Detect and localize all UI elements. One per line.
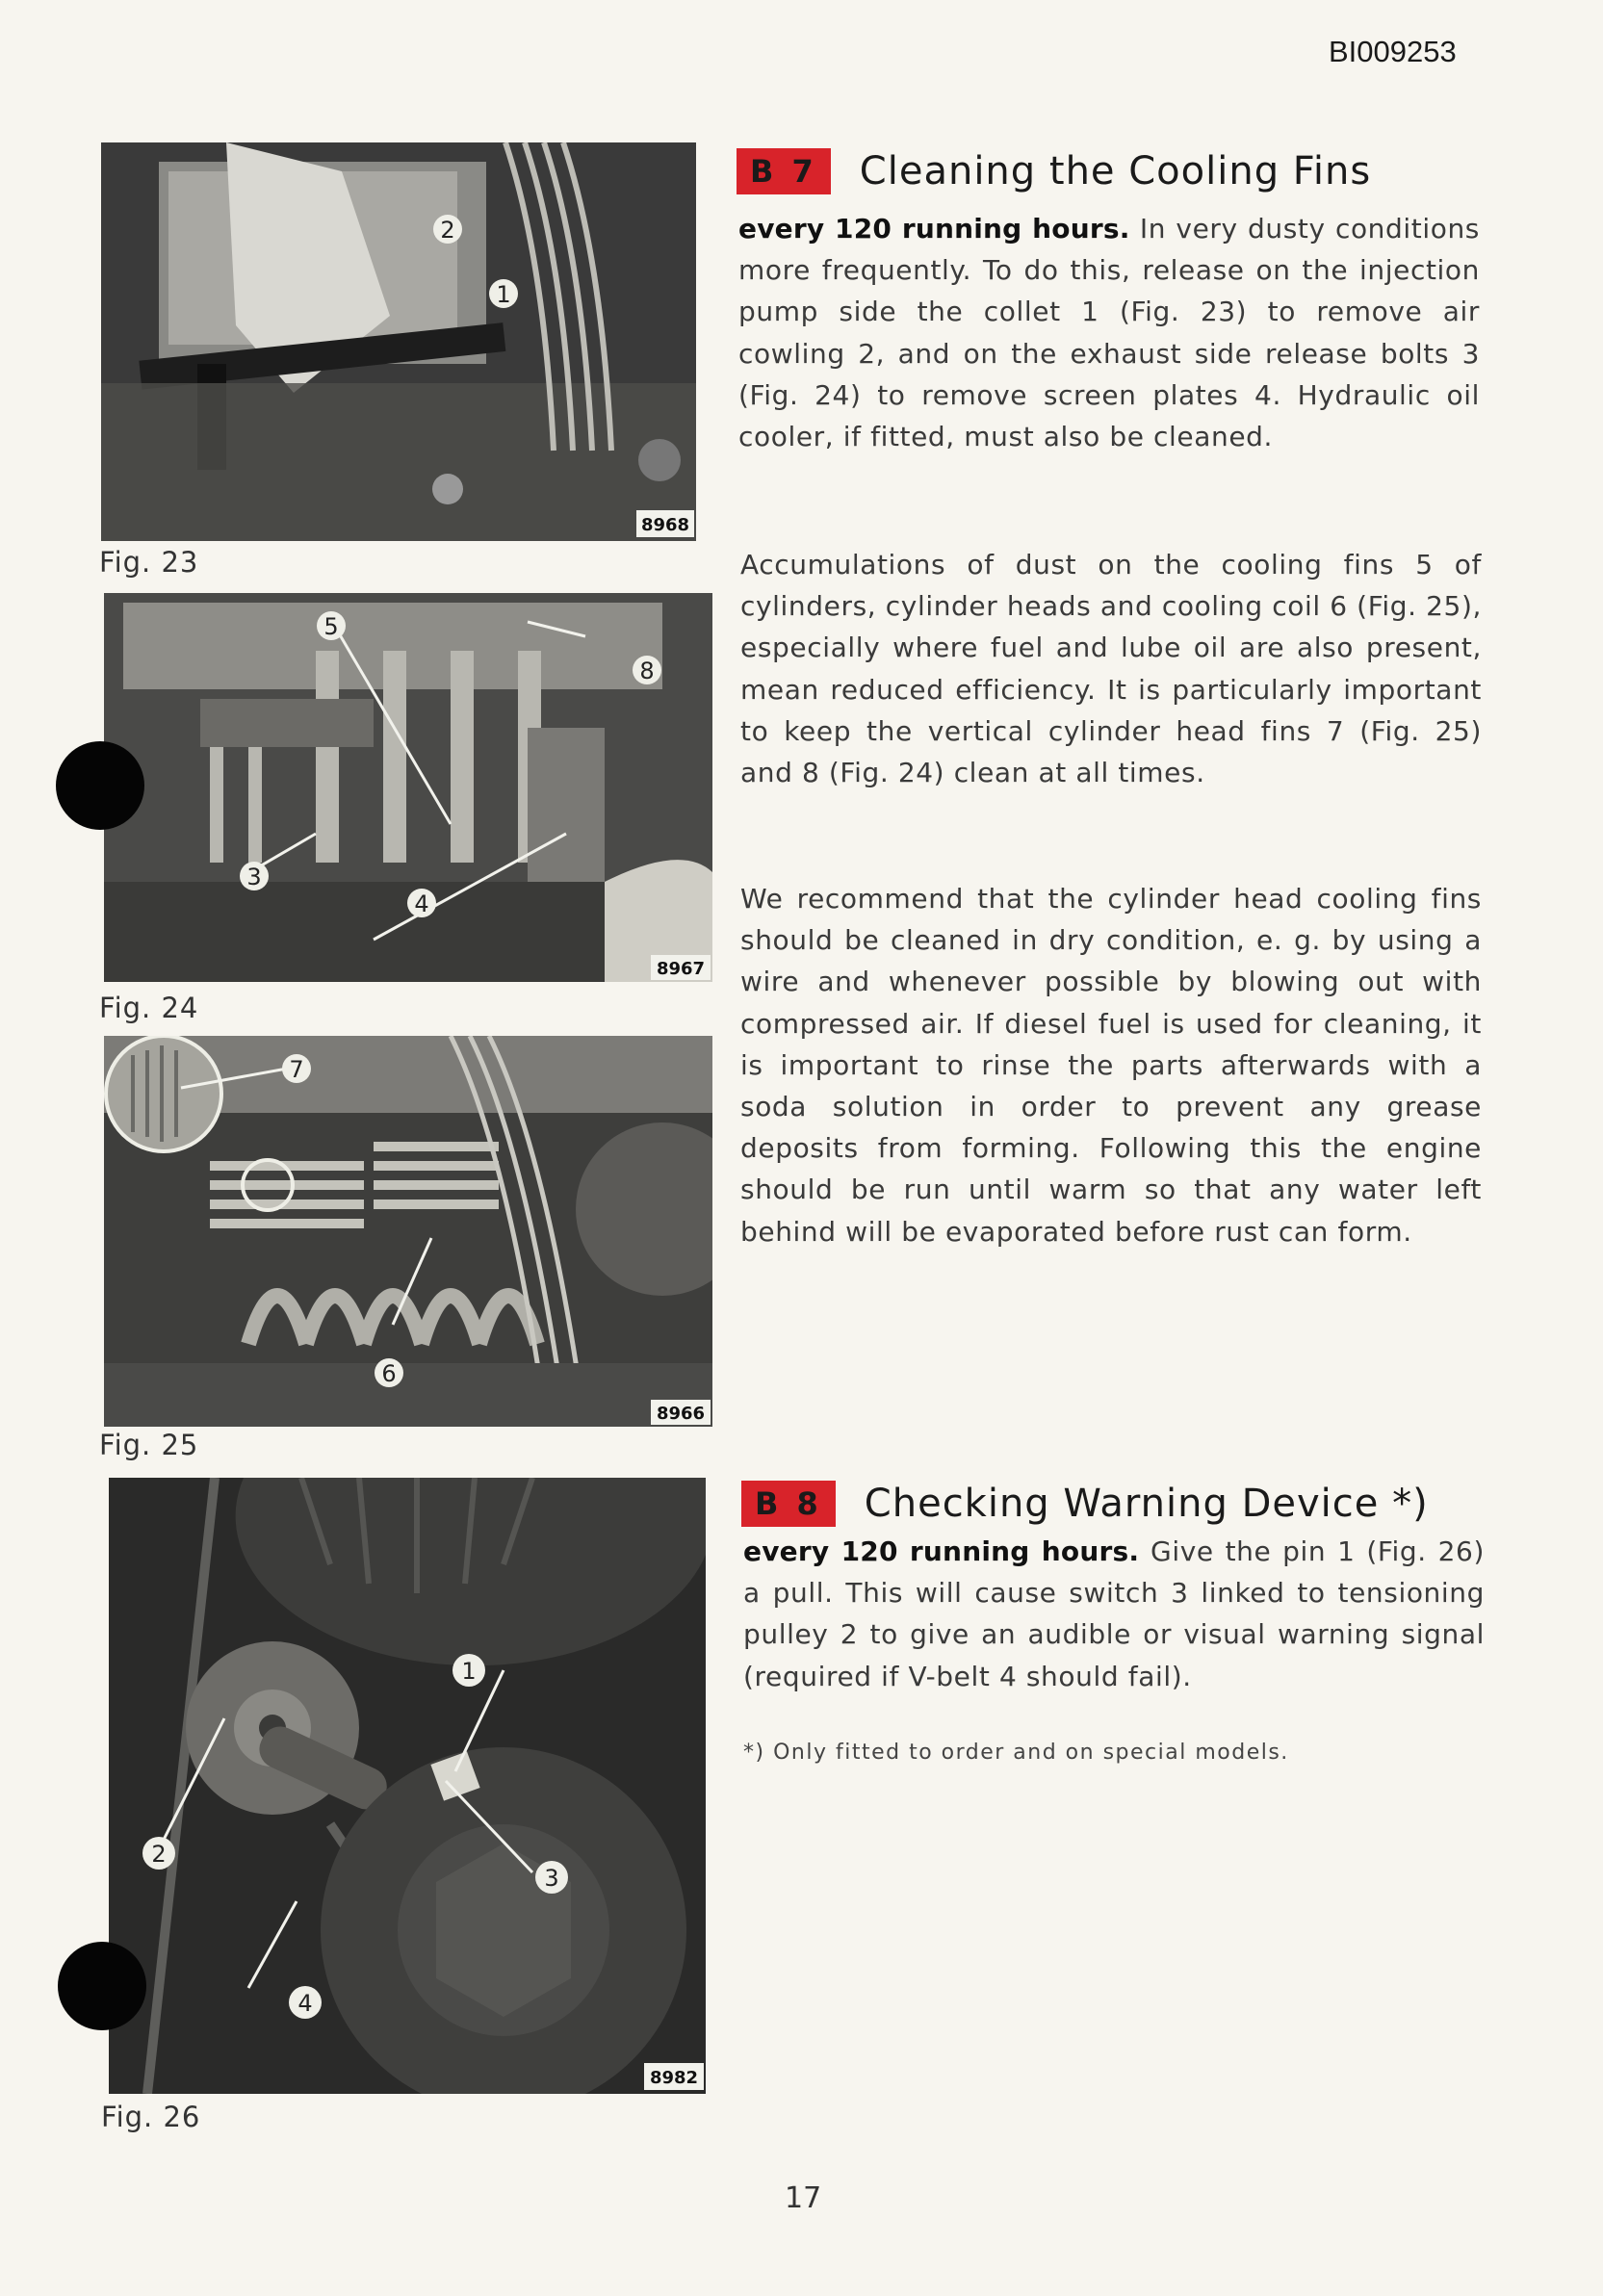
section-b8-paragraph-1 xyxy=(743,1531,1485,1697)
fig23-callout-2: 2 xyxy=(440,217,455,244)
fig24-callout-8: 8 xyxy=(639,658,655,684)
footnote: *) Only fitted to order and on special models. xyxy=(743,1741,1289,1765)
section-b7-heading xyxy=(737,148,1371,194)
section-b7-paragraph-3: We recommend that the cylinder head cooling fins should be cleaned in dry condition, e. g. by using a wire and whenever possible by blowing out with compressed air. If diesel fuel is used for cleaning, it is important to rinse the parts afterwards with a soda solution in order to prevent any grease deposits from forming. Following this the engine should be run until warm so that any water left behind will be evaporated before rust can form. xyxy=(740,883,1482,1248)
fig25-code: 8966 xyxy=(656,1404,706,1424)
section-b7-paragraph-2: Accumulations of dust on the cooling fins 5 of cylinders, cylinder heads and cooling coil 6 (Fig. 25), especially where fuel and lube oil are also present, mean reduced efficiency. It is particularly important to keep the vertical cylinder head fins 7 (Fig. 25) and 8 (Fig. 24) clean at all times. xyxy=(740,549,1482,789)
figure-25-photo xyxy=(104,1036,712,1427)
fig24-callout-4: 4 xyxy=(414,890,429,917)
section-b7-paragraph-1-text: In very dusty conditions more frequently. To do this, release on the injection pump side the collet 1 (Fig. 23) to remove air cowling 2, and on the exhaust side release bolts 3 (Fig. 24) to remove screen plates 4. Hydraulic oil cooler, if fitted, must also be cleaned. xyxy=(738,213,1480,453)
section-b8-lead: every 120 running hours. xyxy=(743,1535,1140,1567)
document-id: BI009253 xyxy=(1329,35,1457,68)
figure-24-label: Fig. 24 xyxy=(99,992,199,1024)
fig24-callout-3: 3 xyxy=(246,864,262,890)
section-b8-paragraph-1-text: Give the pin 1 (Fig. 26) a pull. This will cause switch 3 linked to tensioning pulley 2 to give an audible or visual warning signal (required if V-belt 4 should fail). xyxy=(743,1535,1485,1692)
section-b7-badge: B 7 xyxy=(737,148,831,194)
fig23-code: 8968 xyxy=(640,515,690,535)
binder-punch-hole-top xyxy=(56,741,144,830)
section-b8-title: Checking Warning Device *) xyxy=(864,1482,1429,1526)
figure-24-photo xyxy=(104,593,712,982)
figure-26-photo xyxy=(109,1478,706,2094)
figure-26-label: Fig. 26 xyxy=(101,2101,201,2133)
section-b7-title: Cleaning the Cooling Fins xyxy=(859,149,1372,193)
fig25-callout-6: 6 xyxy=(381,1360,397,1387)
fig26-code: 8982 xyxy=(649,2068,699,2088)
section-b8-heading xyxy=(741,1481,1429,1527)
binder-punch-hole-bottom xyxy=(58,1942,146,2030)
figure-23-photo xyxy=(101,142,696,541)
section-b8-badge: B 8 xyxy=(741,1481,836,1527)
fig23-callout-1: 1 xyxy=(496,281,511,308)
fig24-code: 8967 xyxy=(656,959,706,979)
fig26-callout-4: 4 xyxy=(297,1990,313,2017)
figure-25-label: Fig. 25 xyxy=(99,1429,199,1461)
page-number: 17 xyxy=(785,2181,822,2215)
fig26-callout-3: 3 xyxy=(544,1865,559,1892)
fig24-callout-5: 5 xyxy=(323,613,339,640)
fig25-callout-7: 7 xyxy=(289,1056,304,1083)
section-b7-lead: every 120 running hours. xyxy=(738,213,1130,245)
fig26-callout-2: 2 xyxy=(151,1841,167,1868)
fig26-callout-1: 1 xyxy=(461,1658,477,1685)
figure-23-label: Fig. 23 xyxy=(99,546,199,579)
section-b7-paragraph-1 xyxy=(738,208,1480,457)
